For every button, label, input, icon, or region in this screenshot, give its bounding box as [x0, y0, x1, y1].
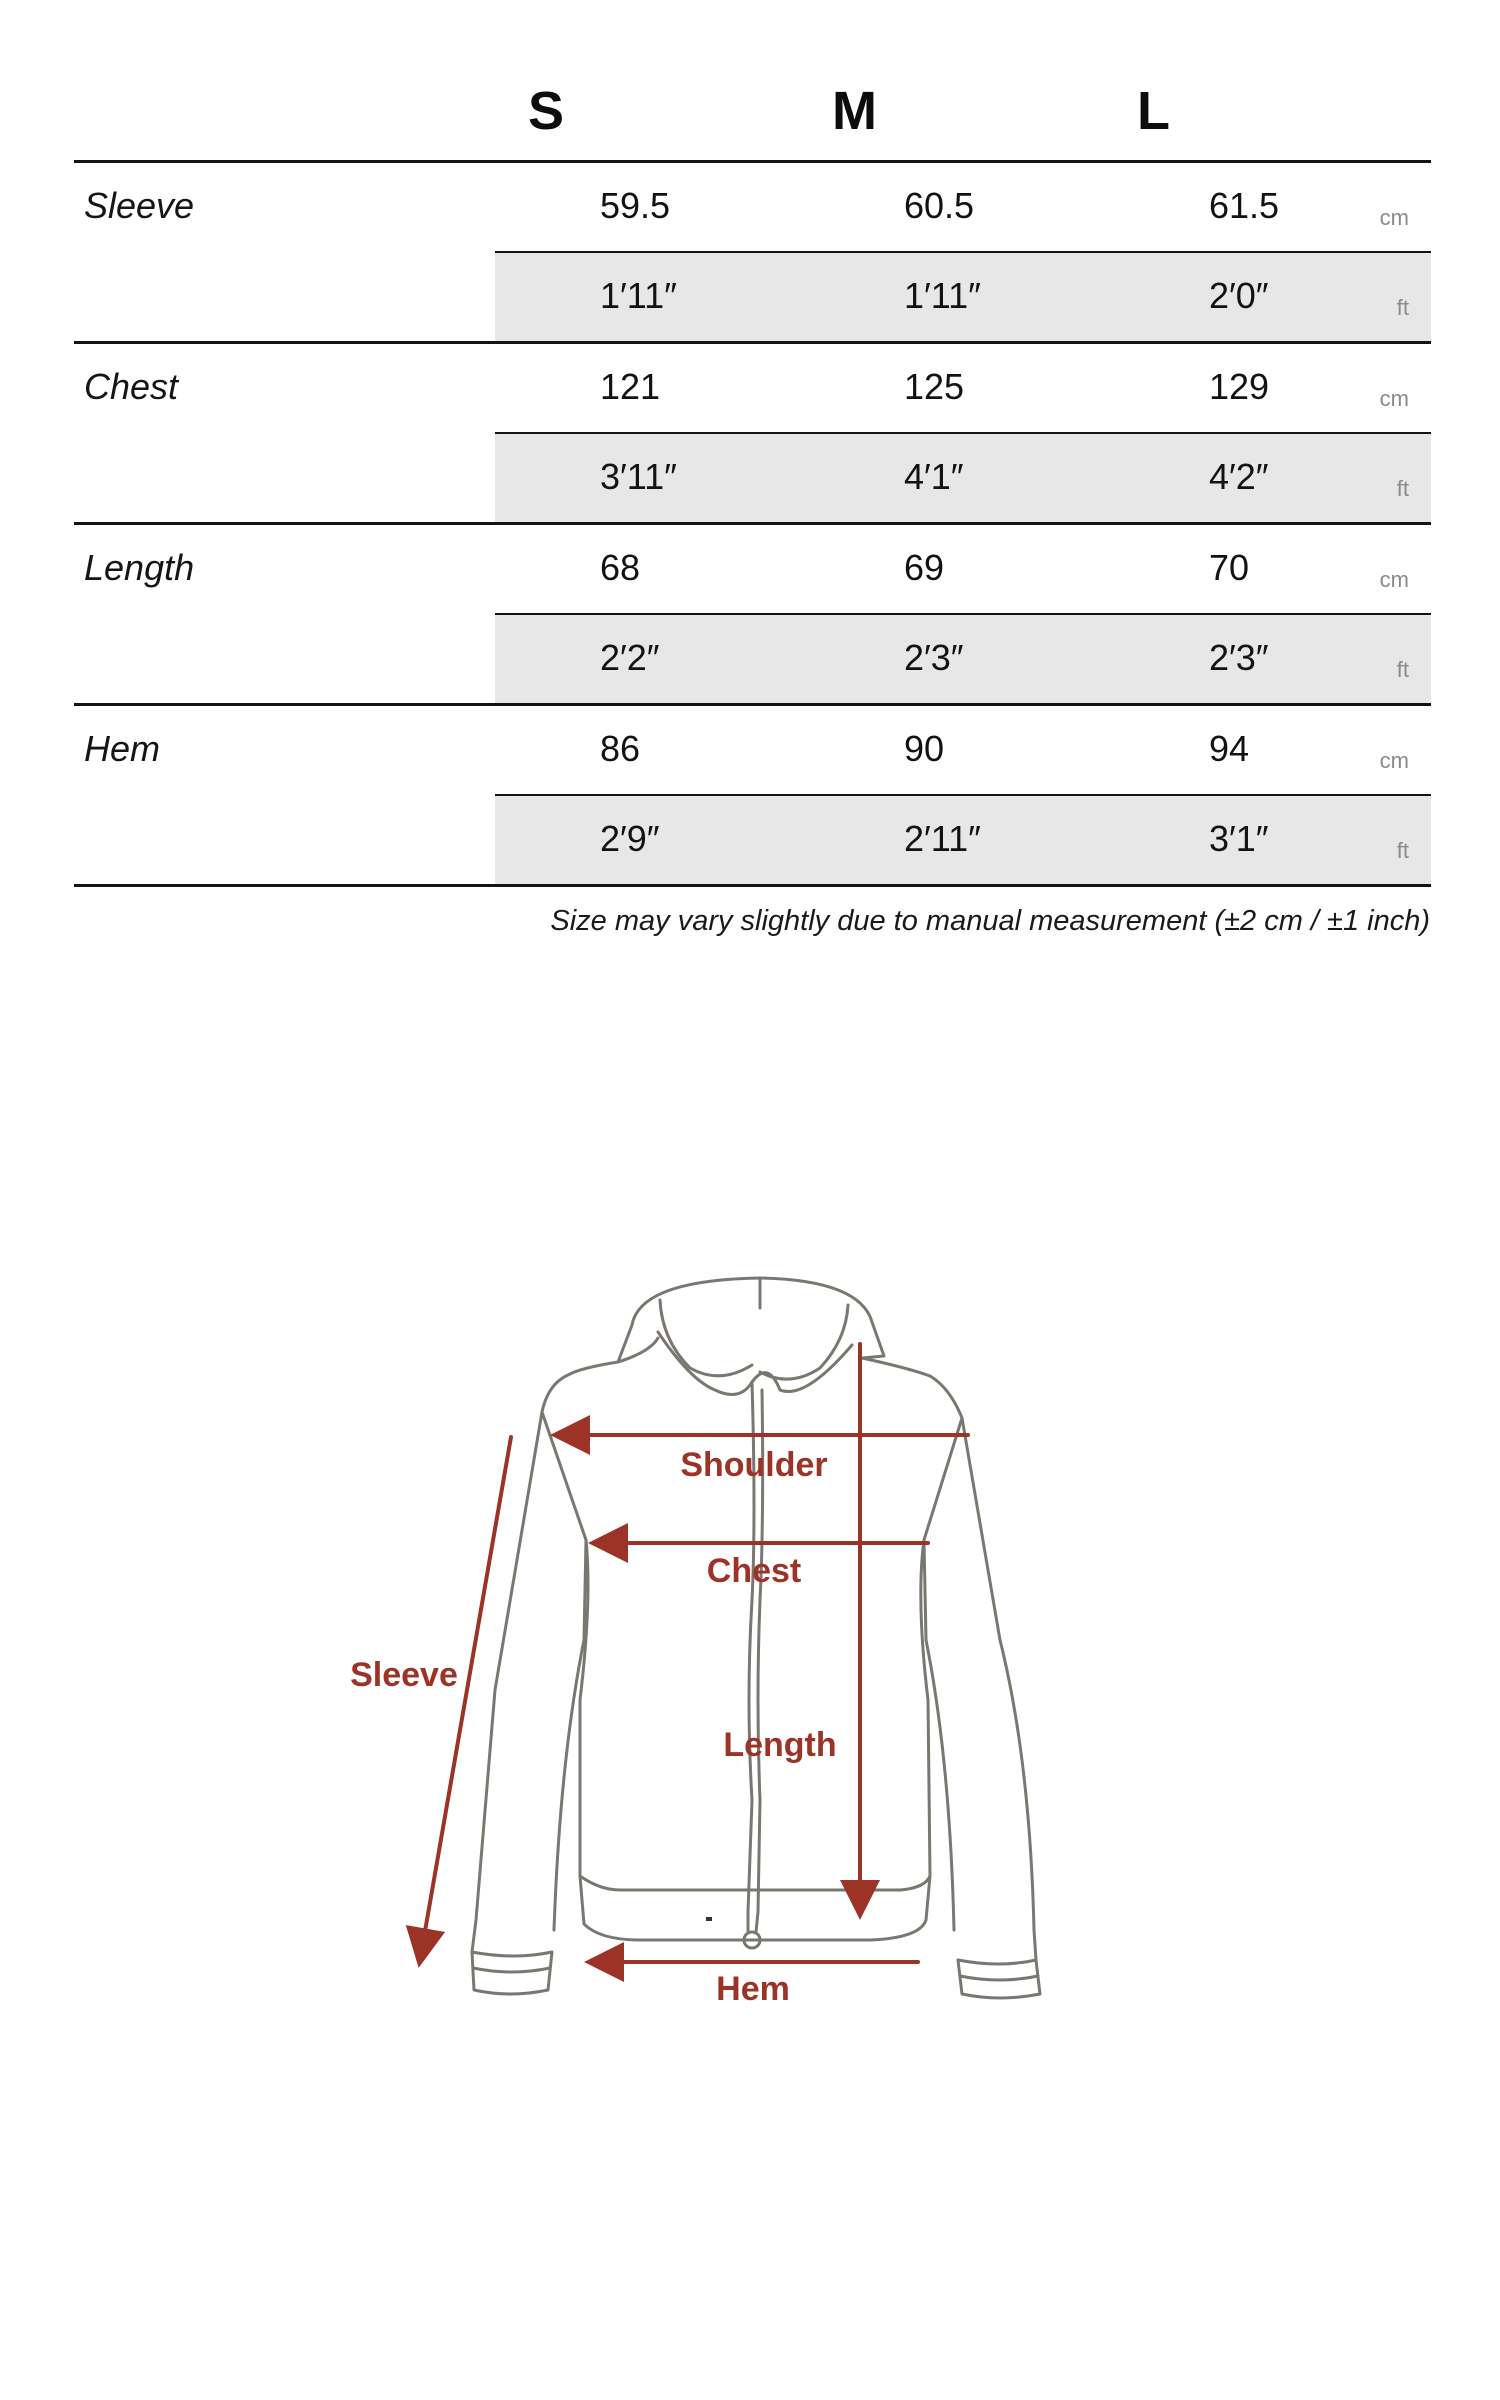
size-label-m: M — [832, 81, 877, 141]
unit-label-ft: ft — [1396, 295, 1409, 320]
value-cell: 129 — [1209, 366, 1270, 407]
value-cell: 121 — [600, 366, 661, 407]
cm-row — [495, 163, 1431, 251]
unit-label-cm: cm — [1379, 205, 1409, 230]
shoulder-label: Shoulder — [680, 1446, 828, 1484]
measurement-name: Sleeve — [84, 185, 195, 226]
measurement-name: Length — [84, 547, 195, 588]
cm-row — [495, 525, 1431, 613]
value-cell: 94 — [1209, 728, 1250, 769]
chest-label: Chest — [706, 1552, 802, 1590]
value-cell: 60.5 — [904, 185, 975, 226]
value-cell: 59.5 — [600, 185, 671, 226]
value-cell: 68 — [600, 547, 641, 588]
length-label: Length — [723, 1726, 837, 1764]
hem-label: Hem — [716, 1970, 790, 2008]
unit-label-cm: cm — [1379, 386, 1409, 411]
value-cell: 2′0″ — [1209, 275, 1269, 316]
value-cell: 61.5 — [1209, 185, 1280, 226]
value-cell: 4′2″ — [1209, 456, 1269, 497]
size-label-s: S — [528, 81, 565, 141]
cm-row — [495, 706, 1431, 794]
unit-label-ft: ft — [1396, 476, 1409, 501]
value-cell: 4′1″ — [904, 456, 964, 497]
cm-row — [495, 344, 1431, 432]
value-cell: 2′3″ — [904, 637, 964, 678]
value-cell: 125 — [904, 366, 965, 407]
sleeve-label: Sleeve — [350, 1656, 458, 1694]
sleeve-arrow — [420, 1437, 511, 1960]
value-cell: 3′11″ — [600, 456, 677, 497]
unit-label-ft: ft — [1396, 838, 1409, 863]
measurement-name: Hem — [84, 728, 161, 769]
unit-label-ft: ft — [1396, 657, 1409, 682]
value-cell: 69 — [904, 547, 945, 588]
measurement-group-sleeve — [74, 163, 1431, 344]
measurement-group-chest — [74, 344, 1431, 525]
table-rule — [74, 884, 1431, 887]
value-cell: 2′2″ — [600, 637, 660, 678]
size-header — [0, 80, 1500, 160]
ft-row — [495, 434, 1431, 522]
measurement-disclaimer: Size may vary slightly due to manual measurement (±2 cm / ±1 inch) — [550, 905, 1430, 937]
value-cell: 86 — [600, 728, 641, 769]
size-label-l: L — [1137, 81, 1170, 141]
hoodie-measurement-diagram — [0, 1230, 1500, 2130]
hoodie-outline — [472, 1278, 1040, 1998]
value-cell: 2′3″ — [1209, 637, 1269, 678]
value-cell: 90 — [904, 728, 945, 769]
value-cell: 3′1″ — [1209, 818, 1269, 859]
value-cell: 2′9″ — [600, 818, 660, 859]
ft-row — [495, 615, 1431, 703]
unit-label-cm: cm — [1379, 567, 1409, 592]
measurement-group-length — [74, 525, 1431, 706]
unit-label-cm: cm — [1379, 748, 1409, 773]
value-cell: 1′11″ — [904, 275, 981, 316]
ft-row — [495, 796, 1431, 884]
ft-row — [495, 253, 1431, 341]
measurement-group-hem — [74, 706, 1431, 887]
value-cell: 2′11″ — [904, 818, 981, 859]
measurement-name: Chest — [84, 366, 179, 407]
value-cell: 1′11″ — [600, 275, 677, 316]
value-cell: 70 — [1209, 547, 1250, 588]
